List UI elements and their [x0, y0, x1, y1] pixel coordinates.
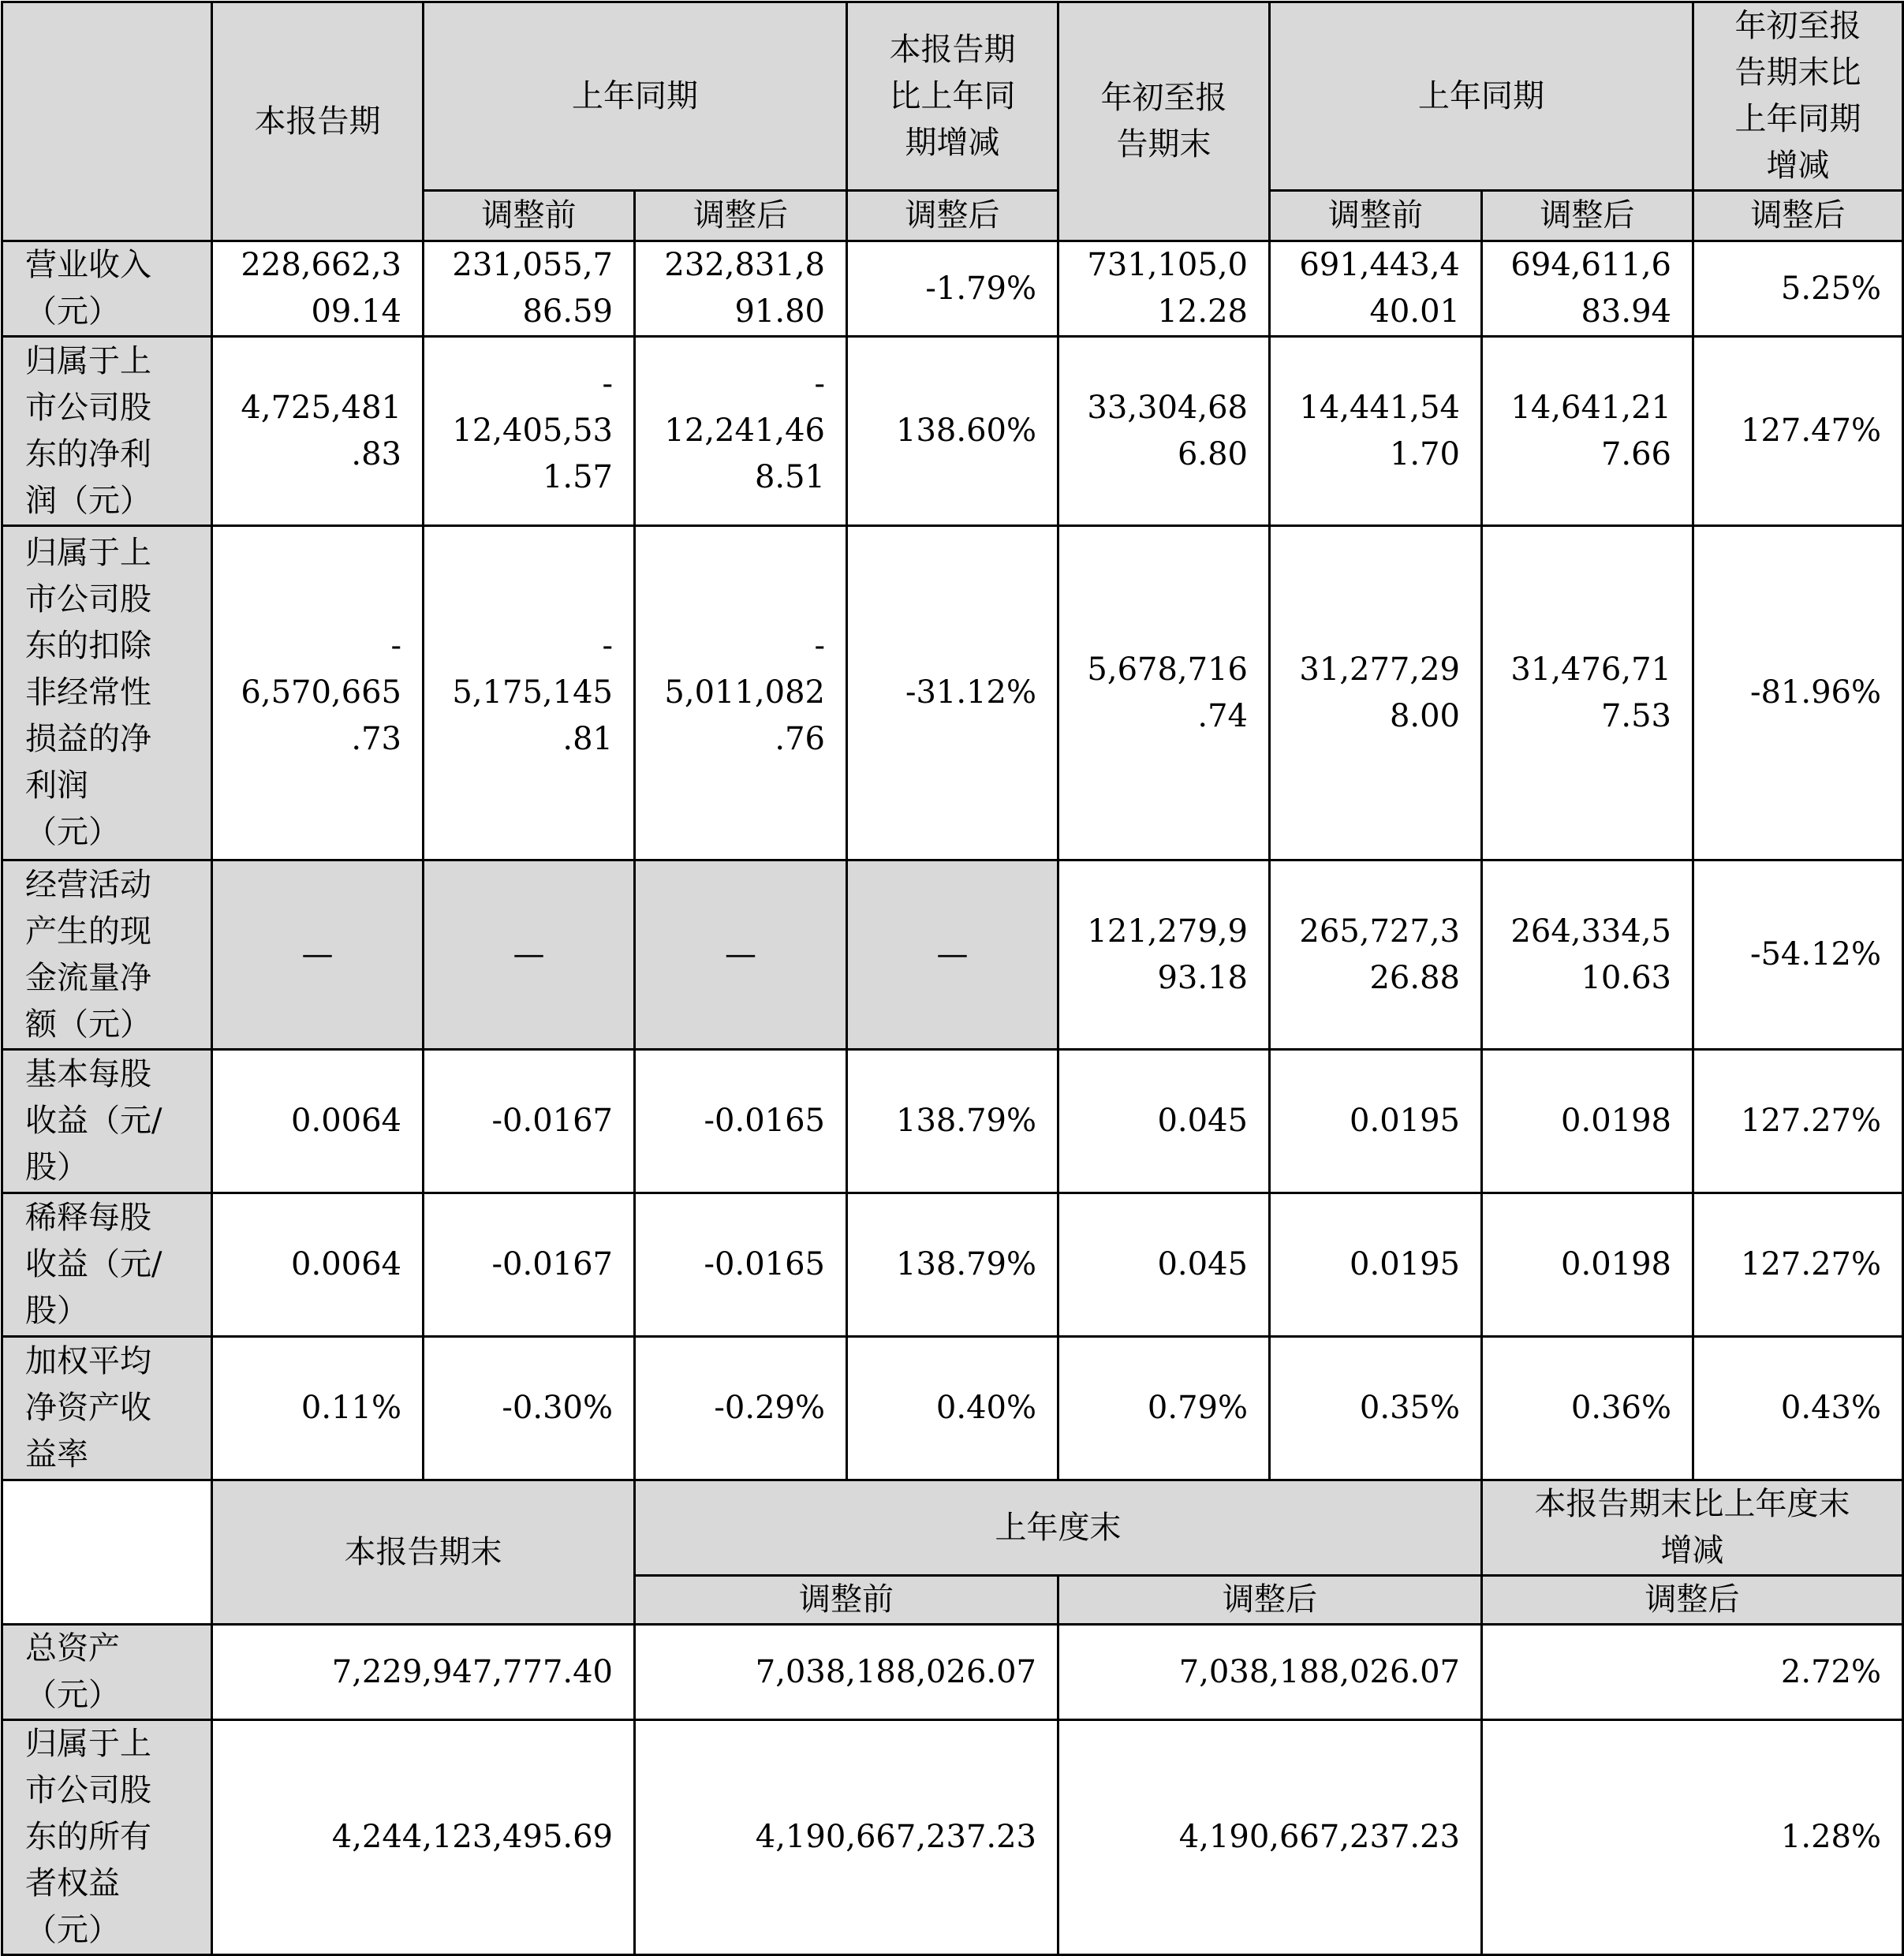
table-cell: 232,831,8 91.80 — [635, 241, 847, 337]
table-row — [2, 526, 1903, 860]
header-current-period: 本报告期 — [212, 2, 424, 241]
table-cell: 0.0195 — [1270, 1050, 1482, 1193]
table-row — [2, 337, 1903, 526]
table-cell: -0.30% — [424, 1337, 635, 1480]
row-label-diluted-eps: 稀释每股 收益（元/ 股） — [2, 1193, 212, 1337]
table-cell: 0.045 — [1058, 1050, 1270, 1193]
row-label-weighted-roe: 加权平均 净资产收 益率 — [2, 1337, 212, 1480]
table-cell: 2.72% — [1482, 1625, 1903, 1720]
table-cell: 5,678,716 .74 — [1058, 526, 1270, 860]
table-cell: 5.25% — [1693, 241, 1903, 337]
table-cell: 265,727,3 26.88 — [1270, 860, 1482, 1050]
row-label-net-profit: 归属于上 市公司股 东的净利 润（元） — [2, 337, 212, 526]
subheader-after-adjustment-year-end: 调整后 — [1058, 1576, 1482, 1625]
table-cell: 33,304,68 6.80 — [1058, 337, 1270, 526]
table-cell: 14,641,21 7.66 — [1482, 337, 1693, 526]
header-same-period-last-year: 上年同期 — [424, 2, 847, 191]
table-cell: 14,441,54 1.70 — [1270, 337, 1482, 526]
table-cell: - 6,570,665 .73 — [212, 526, 424, 860]
subheader-after-adjustment-change: 调整后 — [847, 191, 1058, 241]
table-cell-not-applicable: — — [847, 860, 1058, 1050]
table-cell: 0.0064 — [212, 1050, 424, 1193]
table-cell: -1.79% — [847, 241, 1058, 337]
table-cell: 138.79% — [847, 1193, 1058, 1337]
table-cell: 0.0198 — [1482, 1193, 1693, 1337]
table-cell-not-applicable: — — [635, 860, 847, 1050]
corner-header-cell — [2, 2, 212, 241]
header-change-vs-last-year-end: 本报告期末比上年度末 增减 — [1482, 1480, 1903, 1576]
table-cell: 0.40% — [847, 1337, 1058, 1480]
table-cell: 0.0195 — [1270, 1193, 1482, 1337]
table-cell: 138.79% — [847, 1050, 1058, 1193]
header-qoq-change: 本报告期 比上年同 期增减 — [847, 2, 1058, 191]
row-label-basic-eps: 基本每股 收益（元/ 股） — [2, 1050, 212, 1193]
table-cell: 4,190,667,237.23 — [1058, 1720, 1482, 1955]
table-cell: -0.0167 — [424, 1050, 635, 1193]
row-label-revenue: 营业收入 （元） — [2, 241, 212, 337]
table-cell: 694,611,6 83.94 — [1482, 241, 1693, 337]
table-cell: -31.12% — [847, 526, 1058, 860]
table-cell: 7,038,188,026.07 — [1058, 1625, 1482, 1720]
table-row — [2, 860, 1903, 1050]
table-cell: 4,725,481 .83 — [212, 337, 424, 526]
table-cell: - 5,175,145 .81 — [424, 526, 635, 860]
table-cell: 0.43% — [1693, 1337, 1903, 1480]
table-row — [2, 1625, 1903, 1720]
table-row — [2, 1050, 1903, 1193]
table-cell: -0.0165 — [635, 1193, 847, 1337]
table-row — [2, 241, 1903, 337]
subheader-after-adjustment-ytd-change: 调整后 — [1693, 191, 1903, 241]
table-cell: 691,443,4 40.01 — [1270, 241, 1482, 337]
table-row — [2, 1720, 1903, 1955]
table-cell: 1.28% — [1482, 1720, 1903, 1955]
table-cell: -0.0165 — [635, 1050, 847, 1193]
table-cell: -0.0167 — [424, 1193, 635, 1337]
header-ytd-change: 年初至报 告期末比 上年同期 增减 — [1693, 2, 1903, 191]
table-cell: -54.12% — [1693, 860, 1903, 1050]
table-cell: 138.60% — [847, 337, 1058, 526]
table-cell: 231,055,7 86.59 — [424, 241, 635, 337]
table-cell: 127.47% — [1693, 337, 1903, 526]
table-cell: - 12,405,53 1.57 — [424, 337, 635, 526]
subheader-after-adjustment-ytd: 调整后 — [1482, 191, 1693, 241]
row-label-operating-cash-flow: 经营活动 产生的现 金流量净 额（元） — [2, 860, 212, 1050]
table-cell: 0.79% — [1058, 1337, 1270, 1480]
subheader-before-adjustment-ytd: 调整前 — [1270, 191, 1482, 241]
subheader-after-adjustment: 调整后 — [635, 191, 847, 241]
header-ytd: 年初至报 告期末 — [1058, 2, 1270, 241]
table-cell: 31,277,29 8.00 — [1270, 526, 1482, 860]
table-cell: 7,038,188,026.07 — [635, 1625, 1058, 1720]
table-cell: 0.0064 — [212, 1193, 424, 1337]
row-label-total-assets: 总资产 （元） — [2, 1625, 212, 1720]
bottom-corner-cell — [2, 1480, 212, 1625]
table-cell: 127.27% — [1693, 1050, 1903, 1193]
table-cell: 7,229,947,777.40 — [212, 1625, 635, 1720]
table-cell: 264,334,5 10.63 — [1482, 860, 1693, 1050]
table-cell: 4,244,123,495.69 — [212, 1720, 635, 1955]
row-label-deducted-net-profit: 归属于上 市公司股 东的扣除 非经常性 损益的净 利润 （元） — [2, 526, 212, 860]
subheader-before-adjustment: 调整前 — [424, 191, 635, 241]
header-last-year-end: 上年度末 — [635, 1480, 1482, 1576]
table-cell: 0.045 — [1058, 1193, 1270, 1337]
table-row — [2, 1193, 1903, 1337]
table-cell: 0.11% — [212, 1337, 424, 1480]
table-cell: - 12,241,46 8.51 — [635, 337, 847, 526]
row-label-shareholders-equity: 归属于上 市公司股 东的所有 者权益 （元） — [2, 1720, 212, 1955]
table-cell: 731,105,0 12.28 — [1058, 241, 1270, 337]
bottom-header-row-1 — [2, 1480, 1903, 1576]
table-cell-not-applicable: — — [212, 860, 424, 1050]
table-cell: 31,476,71 7.53 — [1482, 526, 1693, 860]
table-cell: 4,190,667,237.23 — [635, 1720, 1058, 1955]
table-cell: -0.29% — [635, 1337, 847, 1480]
header-period-end: 本报告期末 — [212, 1480, 635, 1625]
table-cell: 0.35% — [1270, 1337, 1482, 1480]
table-row — [2, 1337, 1903, 1480]
top-header-row-1 — [2, 2, 1903, 191]
table-cell: 228,662,3 09.14 — [212, 241, 424, 337]
table-cell-not-applicable: — — [424, 860, 635, 1050]
table-cell: 121,279,9 93.18 — [1058, 860, 1270, 1050]
table-cell: 127.27% — [1693, 1193, 1903, 1337]
key-financial-data-table — [1, 1, 1904, 1956]
table-cell: - 5,011,082 .76 — [635, 526, 847, 860]
table-cell: -81.96% — [1693, 526, 1903, 860]
subheader-before-adjustment-year-end: 调整前 — [635, 1576, 1058, 1625]
table-cell: 0.36% — [1482, 1337, 1693, 1480]
header-same-period-last-year-ytd: 上年同期 — [1270, 2, 1693, 191]
subheader-after-adjustment-year-end-change: 调整后 — [1482, 1576, 1903, 1625]
table-cell: 0.0198 — [1482, 1050, 1693, 1193]
